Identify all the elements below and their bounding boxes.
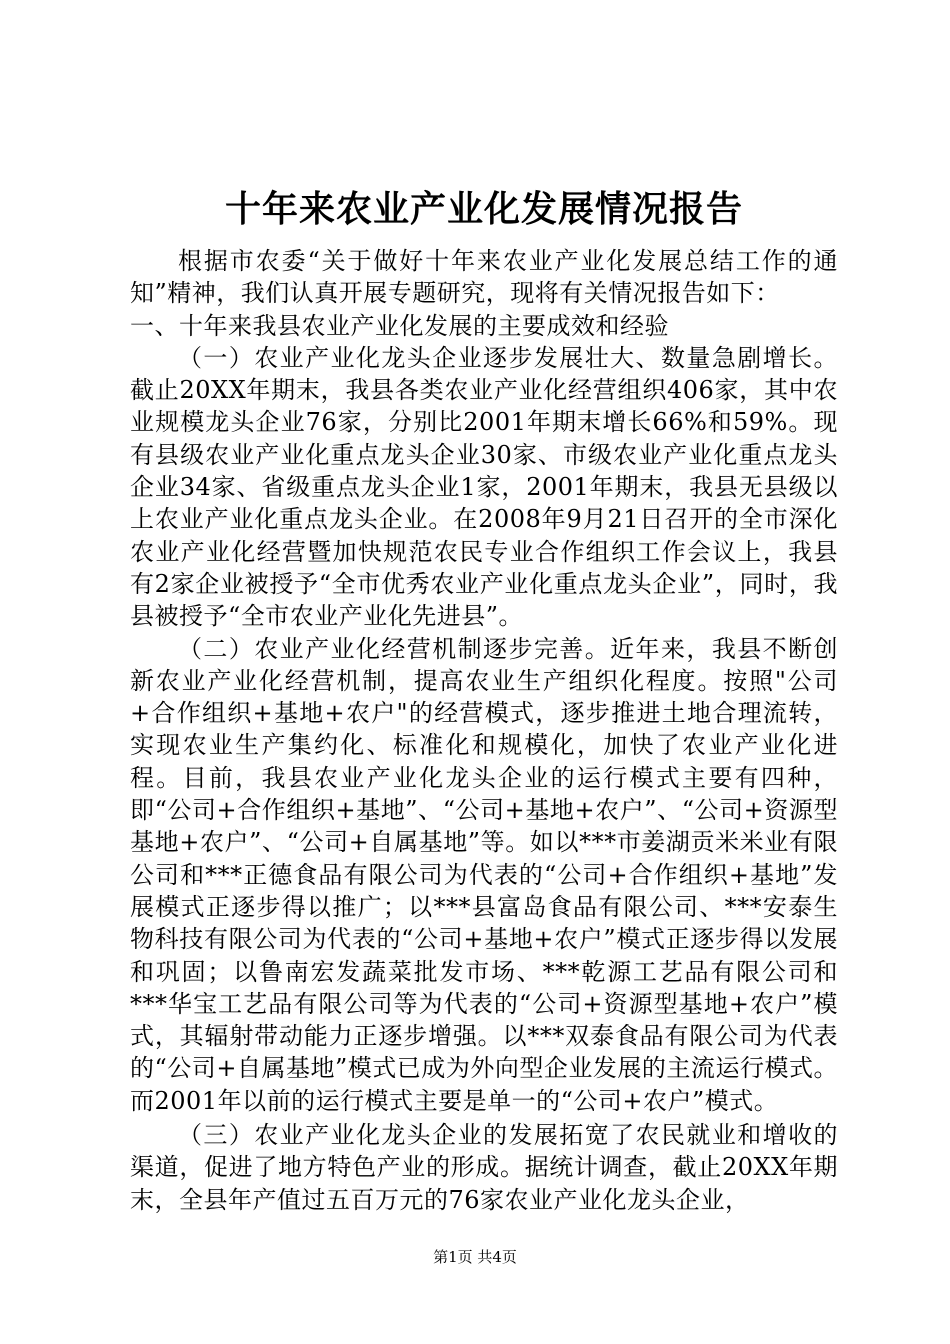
section-heading: 一、十年来我县农业产业化发展的主要成效和经验 [130,311,669,340]
body-paragraph-3: （三）农业产业化龙头企业的发展拓宽了农民就业和增收的渠道，促进了地方特色产业的形成。据统计调查，截止20XX年期末，全县年产值过五百万元的76家农业产业化龙头企业， [130,1121,838,1214]
body-paragraph-1: （一）农业产业化龙头企业逐步发展壮大、数量急剧增长。截止20XX年期末，我县各类农业产业化经营组织406家，其中农业规模龙头企业76家，分别比2001年期末增长66%和59%。现有县级农业产业化重点龙头企业30家、市级农业产业化重点龙头企业34家、省级重点龙头企业1家，2001年期末，我县无县级以上农业产业化重点龙头企业。在2008年9月21日召开的全市深化农业产业化经营暨加快规范农民专业合作组织工作会议上，我县有2家企业被授予“全市优秀农业产业化重点龙头企业”，同时，我县被授予“全市农业产业化先进县”。 [130,343,838,631]
page-footer: 第1页 共4页 [433,1248,517,1266]
body-paragraph-2: （二）农业产业化经营机制逐步完善。近年来，我县不断创新农业产业化经营机制，提高农业生产组织化程度。按照"公司+合作组织+基地+农户"的经营模式，逐步推进土地合理流转，实现农业生产集约化、标准化和规模化，加快了农业产业化进程。目前，我县农业产业化龙头企业的运行模式主要有四种，即“公司+合作组织+基地”、“公司+基地+农户”、“公司+资源型基地+农户”、“公司+自属基地”等。如以***市姜湖贡米米业有限公司和***正德食品有限公司为代表的“公司+合作组织+基地”发展模式正逐步得以推广；以***县富岛食品有限公司、***安泰生物科技有限公司为代表的“公司+基地+农户”模式正逐步得以发展和巩固；以鲁南宏发蔬菜批发市场、***乾源工艺品有限公司和***华宝工艺品有限公司等为代表的“公司+资源型基地+农户”模式，其辐射带动能力正逐步增强。以***双泰食品有限公司为代表的“公司+自属基地”模式已成为外向型企业发展的主流运行模式。而2001年以前的运行模式主要是单一的“公司+农户”模式。 [130,634,838,1115]
intro-paragraph: 根据市农委“关于做好十年来农业产业化发展总结工作的通知”精神，我们认真开展专题研究，现将有关情况报告如下： [130,247,838,308]
document-title: 十年来农业产业化发展情况报告 [224,188,743,230]
document-page [130,185,838,1216]
